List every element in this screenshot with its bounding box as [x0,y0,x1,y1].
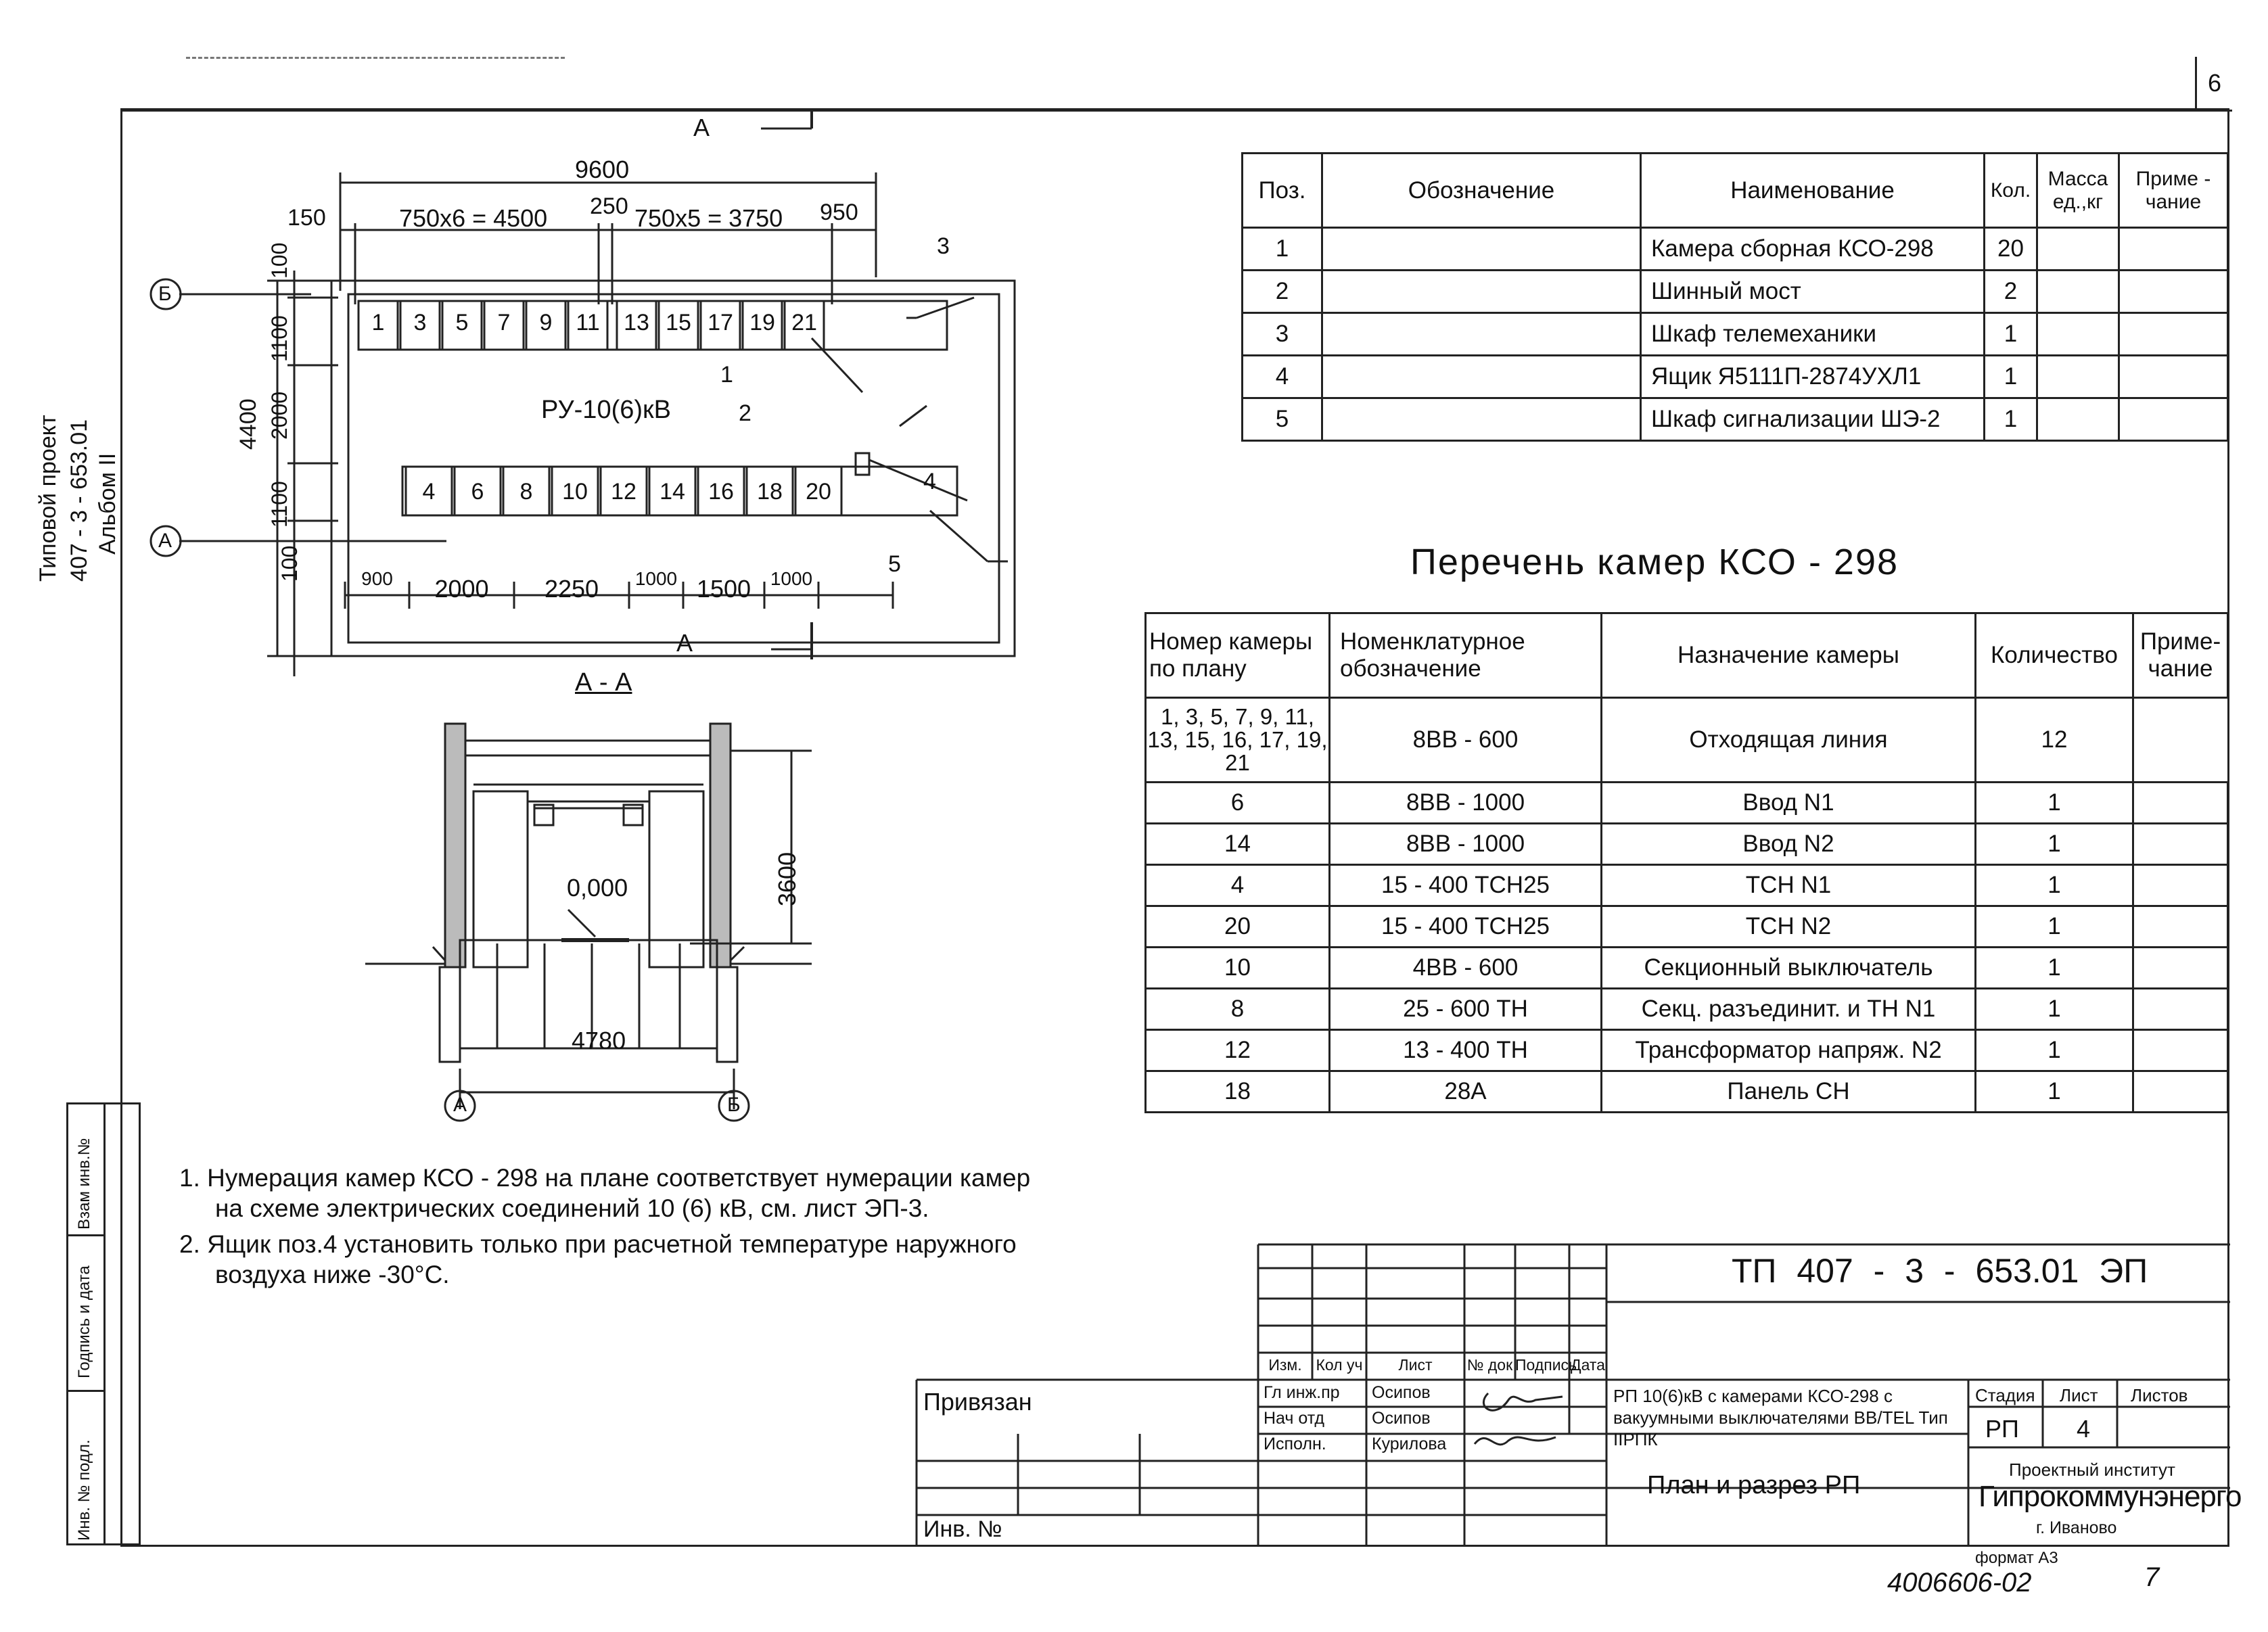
chambers-note [2133,824,2228,865]
spec-name: Шкаф телемеханики [1641,313,1985,356]
plan-bottom-cell-label: 12 [611,479,637,505]
chambers-num: 8 [1146,989,1330,1030]
spec-note [2119,228,2228,271]
stamp-col-header: № док [1466,1356,1513,1374]
spec-row [1243,271,2228,313]
chambers-num: 10 [1146,948,1330,989]
sidebar-label-1: Взам инв.№ [75,1138,93,1230]
stamp-bound-label: Привязан [923,1388,1032,1416]
spec-name: Ящик Я5111П-2874УХЛ1 [1641,356,1985,398]
section-foundation-right [717,967,737,1062]
plan-top-cell-label: 3 [413,310,427,335]
section-roof-slab [465,741,710,755]
stamp-role: Гл инж.пр [1264,1383,1340,1402]
chambers-row [1146,865,2228,906]
dim-2000: 2000 [267,391,292,440]
plan-top-cell-label: 17 [708,310,733,335]
stamp-col-header: Дата [1571,1356,1605,1374]
dim-right: 750х5 = 3750 [634,204,783,232]
spec-name: Камера сборная КСО-298 [1641,228,1985,271]
stamp-description: РП 10(6)кВ с камерами КСО-298 с вакуумными выключателями ВВ/TEL Тип IIРПК [1613,1386,1948,1449]
stamp-role-name: Осипов [1372,1409,1431,1428]
stamp-sheet: 4 [2077,1415,2091,1443]
section-left-wall [445,724,465,967]
chambers-row [1146,783,2228,824]
chambers-table [1144,612,2229,1113]
chambers-nom: 4ВВ - 600 [1330,948,1602,989]
chambers-header-num: Номер камеры по плану [1146,613,1330,698]
stamp-city: г. Иваново [2036,1518,2117,1537]
chambers-title: Перечень камер КСО - 298 [1410,542,1899,582]
stamp-col-header: Подпись [1515,1356,1577,1374]
chambers-row [1146,906,2228,948]
chambers-num: 12 [1146,1030,1330,1071]
section-level: 0,000 [567,874,628,902]
sidebar-stamp [66,1102,141,1545]
stamp-archive-num: 7 [2144,1562,2160,1592]
signature-1 [1483,1393,1563,1410]
plan-top-cell-label: 11 [576,310,600,335]
side-title-3: Альбом II [95,452,120,555]
spec-qty: 20 [1985,228,2037,271]
callout-1-leader [812,338,862,392]
chambers-purpose: ТСН N1 [1602,865,1976,906]
sheet-number: 6 [2195,57,2232,112]
dim-1100-bot: 1100 [267,481,292,528]
chambers-header-nom: Номенклатурное обозначение [1330,613,1602,698]
chambers-qty: 1 [1976,1071,2133,1113]
spec-mass [2037,228,2119,271]
chambers-row [1146,948,2228,989]
chambers-nom: 15 - 400 ТСН25 [1330,865,1602,906]
stamp-role-name: Курилова [1372,1435,1447,1453]
spec-note [2119,313,2228,356]
callout-2-leader [900,406,927,426]
spec-name: Шкаф сигнализации ШЭ-2 [1641,398,1985,441]
callout-5: 5 [888,551,901,577]
dim-left: 750х6 = 4500 [399,204,548,232]
chambers-row [1146,698,2228,783]
stamp-stage: РП [1985,1415,2019,1443]
chambers-qty: 1 [1976,948,2133,989]
callout-4-box [856,453,869,475]
spec-pos: 1 [1243,228,1322,271]
spec-note [2119,398,2228,441]
chambers-qty: 12 [1976,698,2133,783]
spec-qty: 2 [1985,271,2037,313]
spec-mass [2037,313,2119,356]
plan-top-cell-label: 7 [497,310,511,335]
section-title: А - А [575,668,632,697]
plan-section-marker-top: А [693,114,710,141]
section-axis-left: А [453,1094,467,1116]
chambers-note [2133,906,2228,948]
side-title-1: Типовой проект [35,415,61,582]
chambers-purpose: ТСН N2 [1602,906,1976,948]
chambers-nom: 8ВВ - 1000 [1330,824,1602,865]
sidebar-divider [103,1104,106,1543]
stamp-sheet-title: План и разрез РП [1647,1471,1861,1499]
chambers-purpose: Ввод N1 [1602,783,1976,824]
plan-bottom-cell-label: 6 [471,479,484,505]
spec-designation [1322,356,1641,398]
section-foundation-left [440,967,460,1062]
spec-designation [1322,313,1641,356]
spec-row [1243,228,2228,271]
spec-pos: 4 [1243,356,1322,398]
spec-designation [1322,228,1641,271]
stamp-archive: 4006606-02 [1887,1568,2032,1598]
plan-top-cell-label: 9 [539,310,553,335]
room-label: РУ-10(6)кВ [541,396,671,424]
plan-section-marker-bottom: А [676,629,693,657]
chambers-num: 14 [1146,824,1330,865]
chambers-nom: 8ВВ - 1000 [1330,783,1602,824]
plan-top-cell-label: 15 [666,310,691,335]
section-right-wall [710,724,731,967]
dim-1100-top: 1100 [267,315,292,362]
spec-table [1241,152,2229,442]
section-drawing [365,717,812,1123]
stamp-sheet-label: Лист [2060,1385,2098,1405]
section-width: 4780 [572,1027,626,1054]
plan-top-cell-label: 5 [455,310,469,335]
note-2b: воздуха ниже -30°С. [215,1261,450,1288]
chambers-qty: 1 [1976,989,2133,1030]
chambers-qty: 1 [1976,1030,2133,1071]
spec-header-designation: Обозначение [1322,154,1641,228]
chambers-note [2133,948,2228,989]
dim-total: 9600 [575,156,630,183]
stamp-col-header: Кол уч [1316,1356,1363,1374]
sidebar-label-3: Инв. № подл. [75,1439,93,1541]
chambers-header-purpose: Назначение камеры [1602,613,1976,698]
plan-top-cell-label: 13 [624,310,649,335]
note-1b: на схеме электрических соединений 10 (6) кВ, см. лист ЭП-3. [215,1194,929,1222]
stamp-code: ТП 407 - 3 - 653.01 ЭП [1732,1252,2148,1290]
spec-row [1243,313,2228,356]
chambers-note [2133,1030,2228,1071]
chambers-num: 6 [1146,783,1330,824]
plan-bottom-cell-label: 18 [757,479,783,505]
spec-mass [2037,398,2119,441]
stamp-role: Нач отд [1264,1409,1324,1428]
stamp-sheets-label: Листов [2131,1385,2188,1405]
plan-bottom-cell-label: 16 [708,479,734,505]
spec-note [2119,271,2228,313]
chambers-row [1146,824,2228,865]
chambers-purpose: Секционный выключатель [1602,948,1976,989]
dim-100-bot: 100 [277,545,302,582]
chambers-row [1146,1071,2228,1113]
callout-3: 3 [937,233,950,259]
chambers-nom: 15 - 400 ТСН25 [1330,906,1602,948]
chambers-note [2133,989,2228,1030]
spec-pos: 3 [1243,313,1322,356]
spec-qty: 1 [1985,356,2037,398]
sidebar-label-2: Годпись и дата [75,1265,93,1378]
spec-row [1243,356,2228,398]
callout-4: 4 [923,469,936,494]
stamp-col-header: Лист [1398,1356,1433,1374]
stamp-format: формат А3 [1975,1549,2058,1567]
stamp-inv-label: Инв. № [923,1516,1002,1542]
stamp-role-name: Осипов [1372,1383,1431,1402]
note-1a: 1. Нумерация камер КСО - 298 на плане соответствует нумерации камер [179,1164,1031,1192]
chambers-note [2133,783,2228,824]
chambers-header-qty: Количество [1976,613,2133,698]
chambers-row [1146,1030,2228,1071]
chambers-nom: 8ВВ - 600 [1330,698,1602,783]
chambers-nom: 25 - 600 ТН [1330,989,1602,1030]
spec-mass [2037,356,2119,398]
chambers-purpose: Отходящая линия [1602,698,1976,783]
chambers-purpose: Ввод N2 [1602,824,1976,865]
top-dash-line [186,57,565,59]
signature-2 [1475,1437,1556,1445]
stamp-stage-label: Стадия [1975,1385,2035,1405]
chambers-qty: 1 [1976,906,2133,948]
spec-name: Шинный мост [1641,271,1985,313]
spec-header-name: Наименование [1641,154,1985,228]
plan-bottom-dim: 900 [361,568,393,589]
chambers-row [1146,989,2228,1030]
stamp-signatures [1468,1380,1569,1468]
side-title-2: 407 - 3 - 653.01 [66,419,92,582]
spec-qty: 1 [1985,398,2037,441]
spec-note [2119,356,2228,398]
chambers-nom: 13 - 400 ТН [1330,1030,1602,1071]
plan-bottom-cell-label: 14 [659,479,685,505]
axis-a-label: А [158,530,172,552]
section-height: 3600 [773,852,801,906]
dim-250: 250 [590,193,628,219]
spec-pos: 2 [1243,271,1322,313]
spec-designation [1322,398,1641,441]
dim-950: 950 [820,200,858,225]
plan-top-cell-label: 21 [791,310,817,335]
plan-bottom-dim: 2250 [544,575,599,603]
chambers-qty: 1 [1976,865,2133,906]
plan-bottom-dim: 1500 [696,575,751,603]
plan-top-cell-label: 1 [371,310,385,335]
plan-bottom-cell-label: 8 [519,479,533,505]
callout-1: 1 [720,362,733,388]
chambers-purpose: Трансформатор напряж. N2 [1602,1030,1976,1071]
dim-4400: 4400 [235,398,261,450]
plan-bottom-dim: 1000 [770,568,813,589]
note-2a: 2. Ящик поз.4 установить только при расчетной температуре наружного [179,1230,1017,1258]
plan-bottom-dim: 1000 [634,568,678,589]
chambers-num: 4 [1146,865,1330,906]
spec-mass [2037,271,2119,313]
spec-row [1243,398,2228,441]
spec-header-qty: Кол. [1985,154,2037,228]
chambers-note [2133,865,2228,906]
spec-qty: 1 [1985,313,2037,356]
stamp-col-header: Изм. [1268,1356,1302,1374]
spec-header-mass: Масса ед.,кг [2037,154,2119,228]
chambers-num: 1, 3, 5, 7, 9, 11, 13, 15, 16, 17, 19, 21 [1146,698,1330,783]
chambers-qty: 1 [1976,824,2133,865]
stamp-institute-label: Проектный институт [2009,1460,2175,1480]
chambers-purpose: Секц. разъединит. и ТН N1 [1602,989,1976,1030]
chambers-num: 20 [1146,906,1330,948]
section-axis-right: Б [727,1094,741,1116]
stamp-institute: Гипрокоммунэнерго [1978,1480,2242,1513]
dim-100-top: 100 [267,242,292,279]
callout-5-leader [930,511,988,561]
spec-designation [1322,271,1641,313]
dim-150: 150 [287,205,326,231]
callout-2: 2 [739,400,751,426]
plan-top-cell-label: 19 [749,310,775,335]
stamp-role: Исполн. [1264,1435,1326,1453]
chambers-num: 18 [1146,1071,1330,1113]
plan-bottom-cell-label: 4 [422,479,436,505]
chambers-note [2133,1071,2228,1113]
chambers-nom: 28А [1330,1071,1602,1113]
chambers-purpose: Панель СН [1602,1071,1976,1113]
spec-header-pos: Поз. [1243,154,1322,228]
chambers-header-note: Приме- чание [2133,613,2228,698]
spec-header-note: Приме - чание [2119,154,2228,228]
chambers-qty: 1 [1976,783,2133,824]
plan-bottom-dim: 2000 [434,575,489,603]
axis-b-label: Б [158,283,172,305]
plan-bottom-cell-label: 10 [562,479,588,505]
spec-pos: 5 [1243,398,1322,441]
plan-bottom-cell-label: 20 [806,479,831,505]
